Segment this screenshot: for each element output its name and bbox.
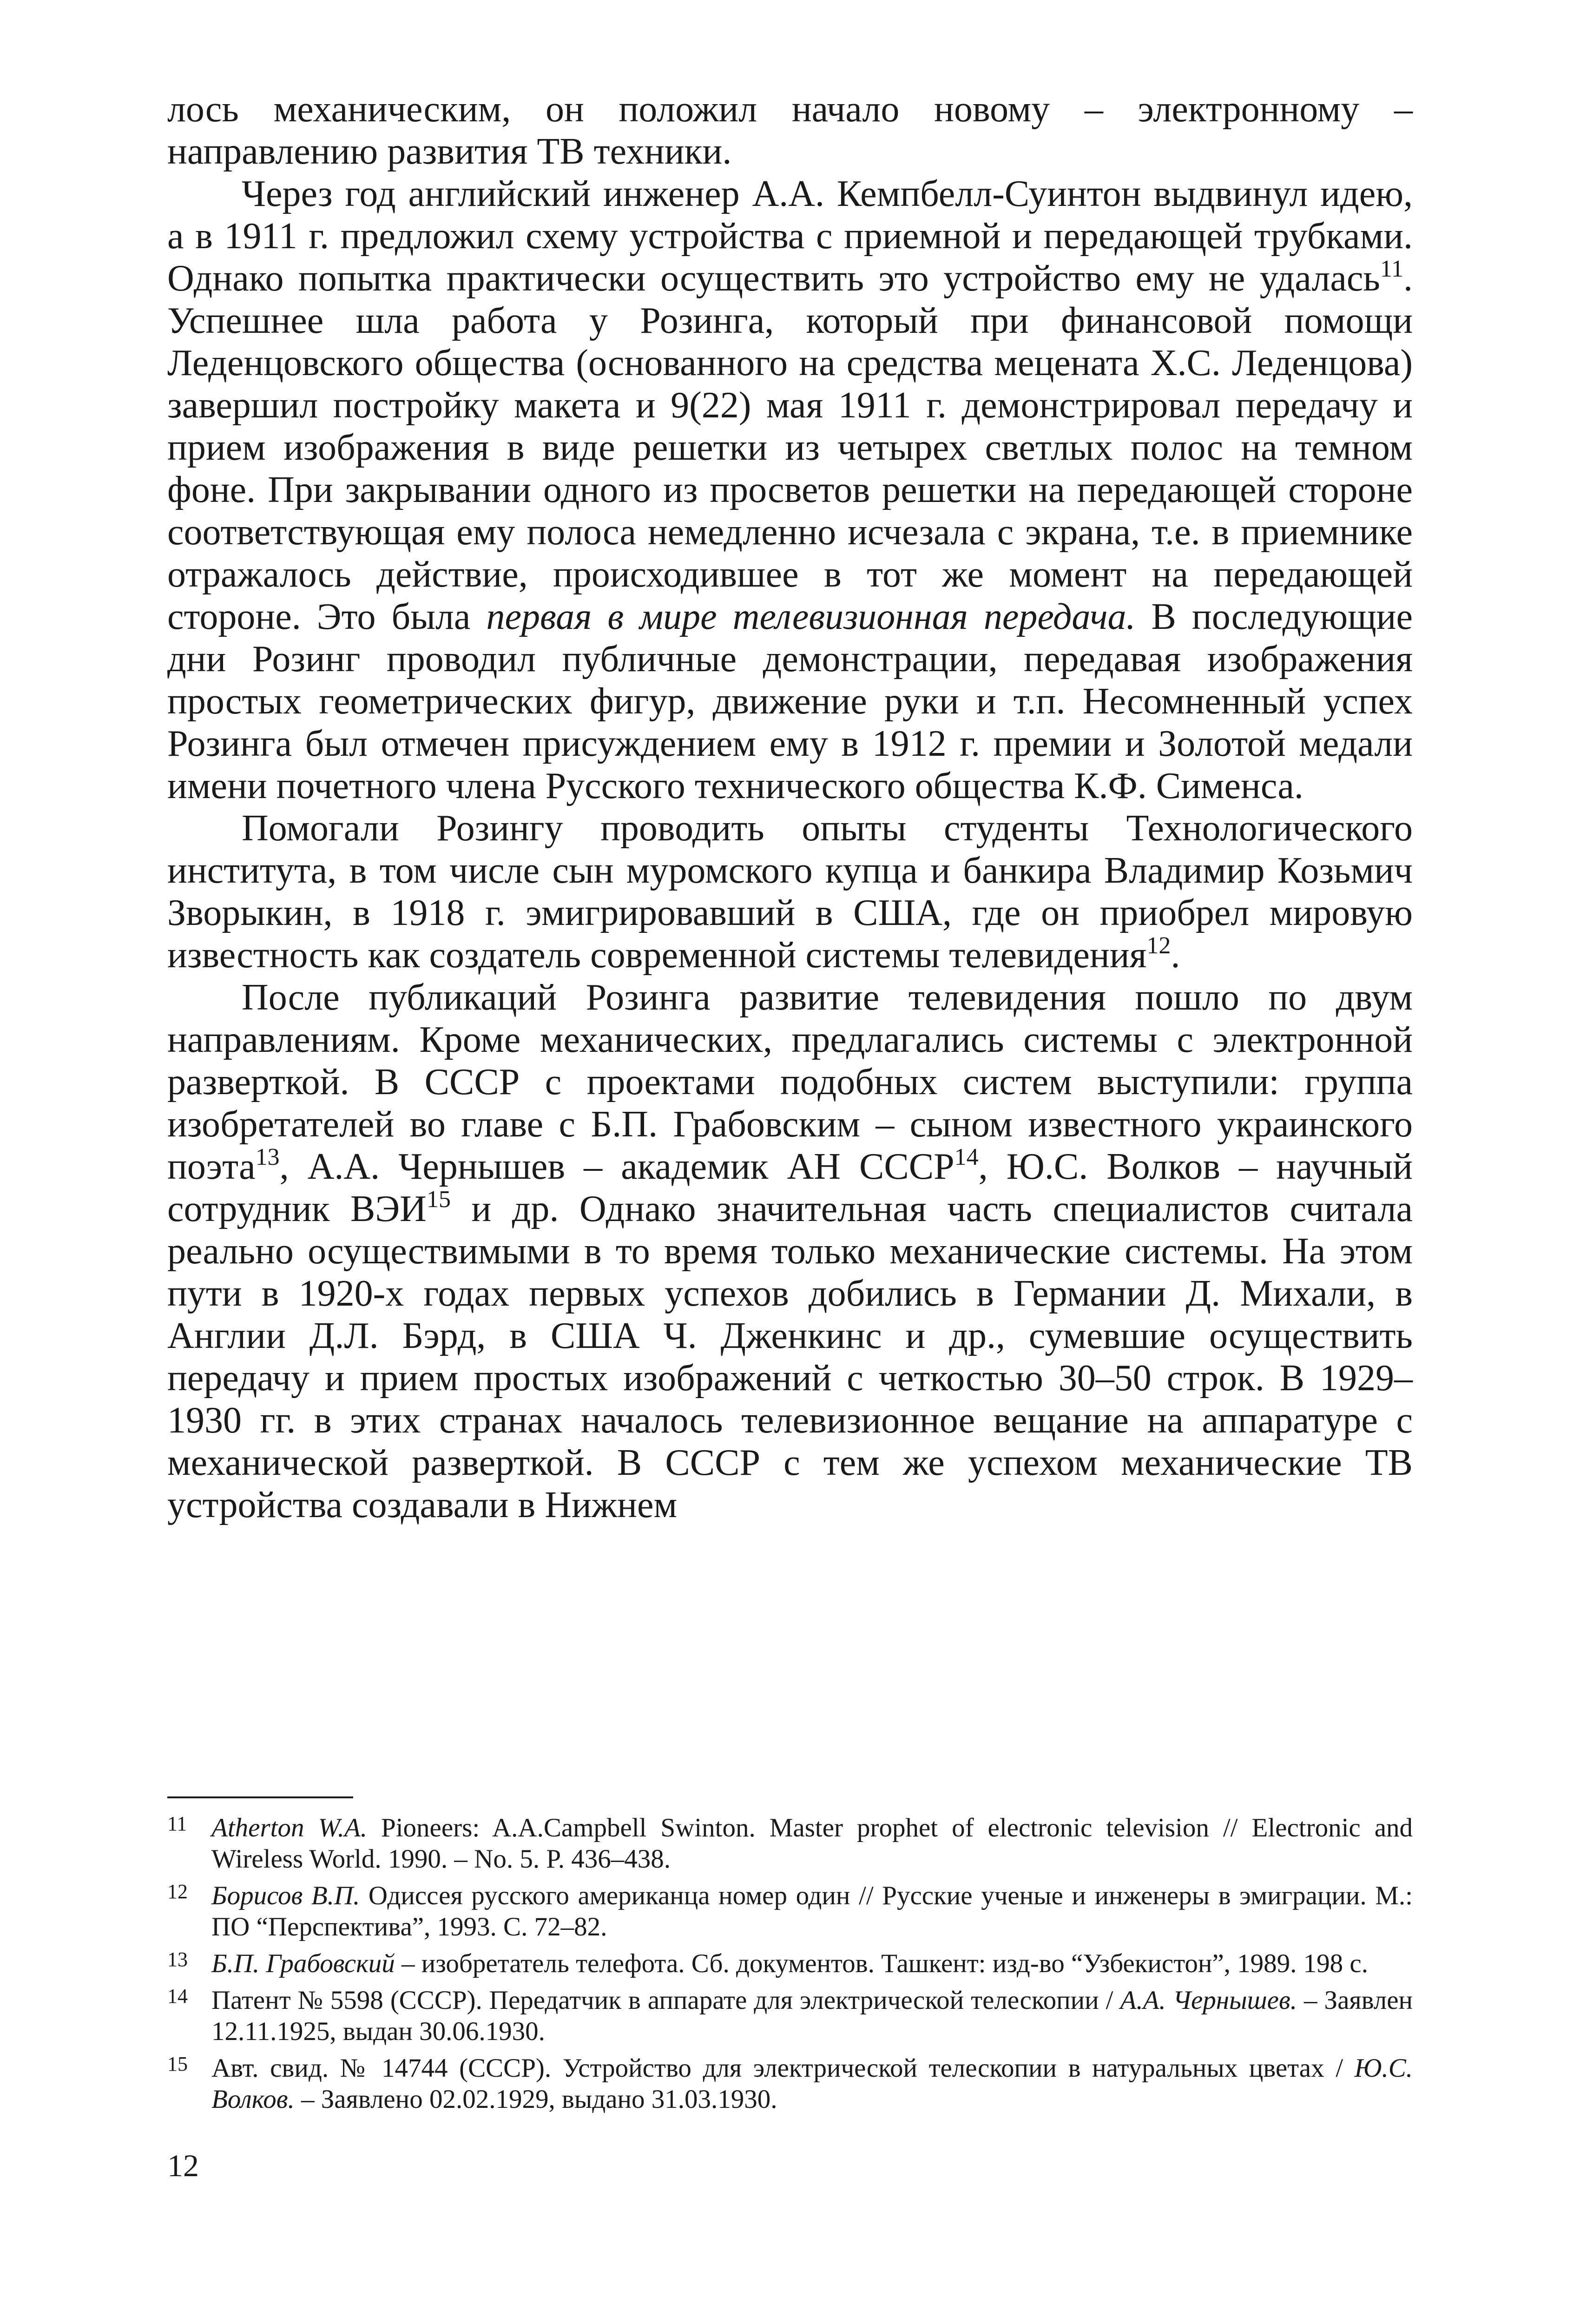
paragraph-2-text-c: В последующие дни Розинг проводил публичные демонстрации, передавая изображения простых геометрических фигур, движение руки и т.п. Несомненный успех Розинга был отмечен присуждением ему в 1912 г. премии и Золотой медали имени почетного члена Русского технического общества К.Ф. Сименса. bbox=[167, 596, 1413, 806]
footnote-ref-15[interactable]: 15 bbox=[426, 1186, 451, 1213]
footnote-number: 14 bbox=[167, 1985, 188, 2007]
footnote-author: Ю.С. Волков. bbox=[211, 2053, 1413, 2114]
footnote-text: Pioneers: A.A.Campbell Swinton. Master prophet of electronic television // Electronic and Wireless World. 1990. – No. 5. P. 436–438. bbox=[211, 1813, 1413, 1874]
footnote-text-pre: Патент № 5598 (СССР). Передатчик в аппарате для электрической телескопии / bbox=[211, 1986, 1120, 2015]
page-body bbox=[167, 88, 1413, 2114]
footnote-text: Одиссея русского американца номер один // Русские ученые и инженеры в эмиграции. М.: ПО “Перспектива”, 1993. С. 72–82. bbox=[211, 1881, 1413, 1941]
footnote-number: 13 bbox=[167, 1948, 188, 1971]
paragraph-1-text: лось механическим, он положил начало новому – электронному – направлению развития ТВ техники. bbox=[167, 89, 1413, 172]
paragraph-4 bbox=[167, 977, 1413, 1526]
footnote-ref-13[interactable]: 13 bbox=[255, 1144, 280, 1170]
footnote-ref-12[interactable]: 12 bbox=[1146, 932, 1171, 959]
footnote-author: Б.П. Грабовский bbox=[211, 1949, 395, 1978]
footnote-13 bbox=[167, 1948, 1413, 1979]
footnote-number: 11 bbox=[167, 1812, 187, 1835]
page-number: 12 bbox=[167, 2148, 199, 2183]
paragraph-4-text-b: , А.А. Чернышев – академик АН СССР bbox=[279, 1146, 955, 1187]
paragraph-2-text-b: . Успешнее шла работа у Розинга, который при финансовой помощи Леденцовского общества (основанного на средства мецената Х.С. Леденцова) завершил постройку макета и 9(22) мая 1911 г. демонстрировал передачу и прием изображения в виде решетки из четырех светлых полос на темном фоне. При закрывании одного из просветов решетки на передающей стороне соответствующая ему полоса немедленно исчезала с экрана, т.е. в приемнике отражалось действие, происходившее в тот же момент на передающей стороне. Это была bbox=[167, 258, 1413, 637]
paragraph-2-text-a: Через год английский инженер А.А. Кемпбелл-Суинтон выдвинул идею, а в 1911 г. предложил схему устройства с приемной и передающей трубками. Однако попытка практически осуществить это устройство ему не удалась bbox=[167, 173, 1413, 299]
paragraph-2-emphasis: первая в мире телевизионная передача. bbox=[486, 596, 1136, 637]
footnote-text: – Заявлено 02.02.1929, выдано 31.03.1930. bbox=[294, 2085, 777, 2114]
footnote-11 bbox=[167, 1812, 1413, 1875]
paragraph-4-text-a: После публикаций Розинга развитие телевидения пошло по двум направлениям. Кроме механических, предлагались системы с электронной разверткой. В СССР с проектами подобных систем выступили: группа изобретателей во главе с Б.П. Грабовским – сыном известного украинского поэта bbox=[167, 977, 1413, 1187]
footnote-ref-14[interactable]: 14 bbox=[954, 1144, 979, 1170]
paragraph-4-text-c: , Ю.С. Волков – научный сотрудник ВЭИ bbox=[167, 1146, 1413, 1229]
footnote-14 bbox=[167, 1985, 1413, 2047]
paragraph-3-text-b: . bbox=[1171, 935, 1180, 976]
paragraph-2 bbox=[167, 173, 1413, 807]
main-text bbox=[167, 88, 1413, 1526]
footnote-divider bbox=[167, 1796, 353, 1798]
footnote-text: – Заявлен 12.11.1925, выдан 30.06.1930. bbox=[211, 1986, 1413, 2046]
footnote-author: А.А. Чернышев. bbox=[1120, 1986, 1297, 2015]
footnotes bbox=[167, 1796, 1413, 2120]
footnote-author: Atherton W.A. bbox=[211, 1813, 368, 1842]
footnote-number: 15 bbox=[167, 2053, 188, 2075]
footnote-author: Борисов В.П. bbox=[211, 1881, 360, 1910]
footnote-ref-11[interactable]: 11 bbox=[1380, 256, 1403, 282]
paragraph-4-text-d: и др. Однако значительная часть специалистов считала реально осуществимыми в то время только механические системы. На этом пути в 1920-х годах первых успехов добились в Германии Д. Михали, в Англии Д.Л. Бэрд, в США Ч. Дженкинс и др., сумевшие осуществить передачу и прием простых изображений с четкостью 30–50 строк. В 1929–1930 гг. в этих странах началось телевизионное вещание на аппаратуре с механической разверткой. В СССР с тем же успехом механические ТВ устройства создавали в Нижнем bbox=[167, 1188, 1413, 1525]
footnote-12 bbox=[167, 1880, 1413, 1942]
footnote-15 bbox=[167, 2053, 1413, 2115]
paragraph-3-text-a: Помогали Розингу проводить опыты студенты Технологического института, в том числе сын муромского купца и банкира Владимир Козьмич Зворыкин, в 1918 г. эмигрировавший в США, где он приобрел мировую известность как создатель современной системы телевидения bbox=[167, 808, 1413, 976]
paragraph-3 bbox=[167, 807, 1413, 977]
paragraph-1 bbox=[167, 88, 1413, 173]
footnote-text: – изобретатель телефота. Сб. документов. Ташкент: изд-во “Узбекистон”, 1989. 198 с. bbox=[395, 1949, 1368, 1978]
footnote-text-pre: Авт. свид. № 14744 (СССР). Устройство для электрической телескопии в натуральных цветах / bbox=[211, 2053, 1355, 2083]
footnote-number: 12 bbox=[167, 1880, 188, 1903]
